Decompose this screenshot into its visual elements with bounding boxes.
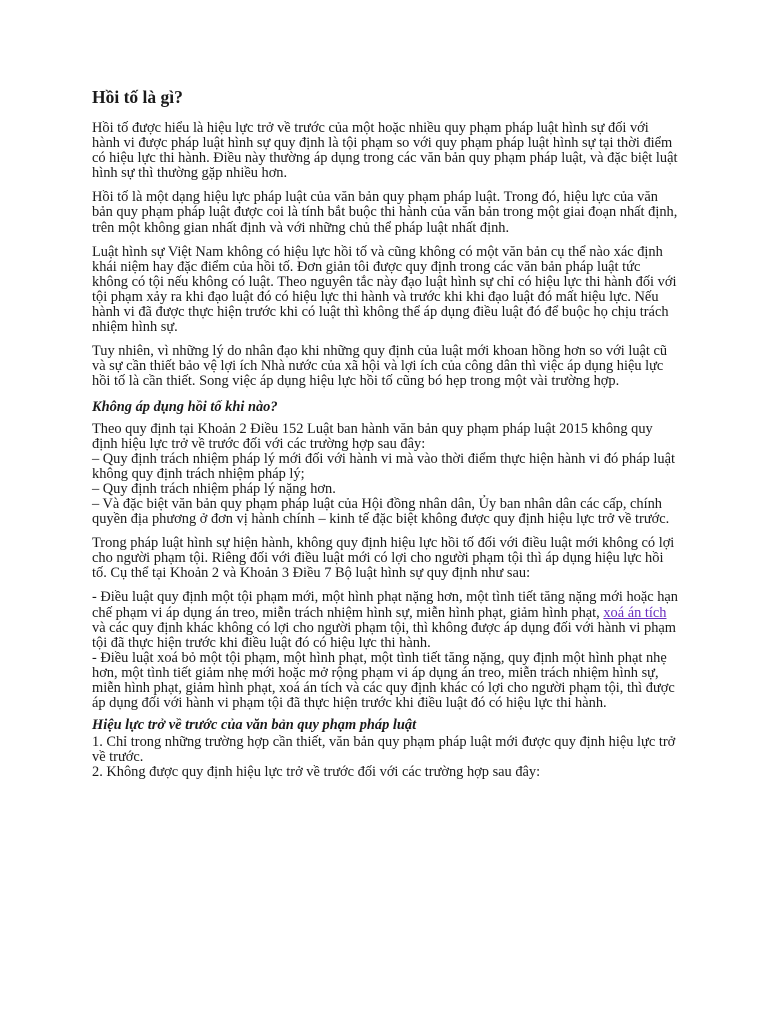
numbered-item-1: 1. Chỉ trong những trường hợp cần thiết, văn bản quy phạm pháp luật mới được quy định hiệu lực trở về trước. — [92, 734, 676, 766]
paragraph-4: Tuy nhiên, vì những lý do nhân đạo khi những quy định của luật mới khoan hồng hơn so với luật cũ và sự cần thiết bảo vệ lợi ích Nhà nước của xã hội và lợi ích của công dân thì việc áp dụng hiệu lực hồi tố là cần thiết. Song việc áp dụng hiệu lực hồi tố cũng bó hẹp trong một vài trường hợp. — [92, 343, 668, 390]
paragraph-3: Luật hình sự Việt Nam không có hiệu lực hồi tố và cũng không có một văn bản cụ thể nào xác định khái niệm hay đặc điểm của hồi tố. Đơn giản tôi được quy định trong các văn bản pháp luật tức không có tội nếu không có luật. Theo nguyên tắc này đạo luật hình sự chỉ có hiệu lực thi hành đối với tội phạm xảy ra khi đạo luật đó có hiệu lực thi hành và trước khi khi đạo luật đó mất hiệu lực. Nếu hành vi đã được thực hiện trước khi có luật thì không thể áp dụng điều luật đó để buộc họ chịu trách nhiệm hình sự. — [92, 243, 677, 336]
bullet-1-text-end: và các quy định khác không có lợi cho người phạm tội, thì không được áp dụng đối với hành vi phạm tội đã thực hiện trước khi điều luật đó có hiệu lực thi hành. — [92, 619, 676, 651]
section-2-intro: Theo quy định tại Khoản 2 Điều 152 Luật ban hành văn bản quy phạm pháp luật 2015 không quy định hiệu lực trở về trước đối với các trường hợp sau đây: — [92, 420, 653, 452]
paragraph-1: Hồi tố được hiểu là hiệu lực trở về trước của một hoặc nhiều quy phạm pháp luật hình sự đối với hành vi được pháp luật hình sự quy định là tội phạm so với quy phạm pháp luật hình sự tại thời điểm có hiệu lực thi hành. Điều này thường áp dụng trong các văn bản quy phạm pháp luật, và đặc biệt luật hình sự thì thường gặp nhiều hơn. — [92, 120, 678, 182]
subheading-no-retroactivity: Không áp dụng hồi tố khi nào? — [92, 398, 278, 415]
bullet-1-text-start: - Điều luật quy định một tội phạm mới, một hình phạt nặng hơn, một tình tiết tăng nặng mới hoặc hạn chế phạm vi áp dụng án treo, miễn trách nhiệm hình sự, miễn hình phạt, giảm hình phạt, — [92, 589, 678, 621]
document-page — [92, 86, 678, 780]
section-2-block — [92, 422, 678, 528]
section-2-item: – Và đặc biệt văn bản quy phạm pháp luật của Hội đồng nhân dân, Ủy ban nhân dân các cấp, chính quyền địa phương ở đơn vị hành chính – kinh tế đặc biệt không được quy định hiệu lực trở về trước. — [92, 495, 670, 528]
page-title: Hồi tố là gì? — [92, 87, 183, 107]
subheading-retroactive-effect: Hiệu lực trở về trước của văn bản quy phạm pháp luật — [92, 717, 417, 734]
numbered-item-2: 2. Không được quy định hiệu lực trở về trước đối với các trường hợp sau đây: — [92, 764, 541, 781]
bullet-1 — [92, 590, 678, 650]
bullet-2: - Điều luật xoá bỏ một tội phạm, một hình phạt, một tình tiết tăng nặng, quy định một hình phạt nhẹ hơn, một tình tiết giảm nhẹ mới hoặc mở rộng phạm vi áp dụng án treo, miễn trách nhiệm hình sự, miễn hình phạt, giảm hình phạt, xoá án tích và các quy định khác có lợi cho người phạm tội, thì được áp dụng đối với hành vi phạm tội đã thực hiện trước khi điều luật đó có hiệu lực thi hành. — [92, 649, 675, 712]
section-2-item: – Quy định trách nhiệm pháp lý mới đối với hành vi mà vào thời điểm thực hiện hành vi đó pháp luật không quy định trách nhiệm pháp lý; — [92, 450, 675, 482]
paragraph-5: Trong pháp luật hình sự hiện hành, không quy định hiệu lực hồi tố đối với điều luật mới không có lợi cho người phạm tội. Riêng đối với điều luật mới có lợi cho người phạm tội thì áp dụng hiệu lực hồi tố. Cụ thể tại Khoản 2 và Khoản 3 Điều 7 Bộ luật hình sự quy định như sau: — [92, 535, 675, 582]
xoa-an-tich-link[interactable]: xoá án tích — [603, 604, 667, 621]
paragraph-2: Hồi tố là một dạng hiệu lực pháp luật của văn bản quy phạm pháp luật. Trong đó, hiệu lực của văn bản quy phạm pháp luật được coi là tính bắt buộc thi hành của văn bản trong một giai đoạn nhất định, trên một không gian nhất định và với những chủ thể pháp luật nhất định. — [92, 189, 678, 236]
section-2-item: – Quy định trách nhiệm pháp lý nặng hơn. — [92, 480, 336, 497]
